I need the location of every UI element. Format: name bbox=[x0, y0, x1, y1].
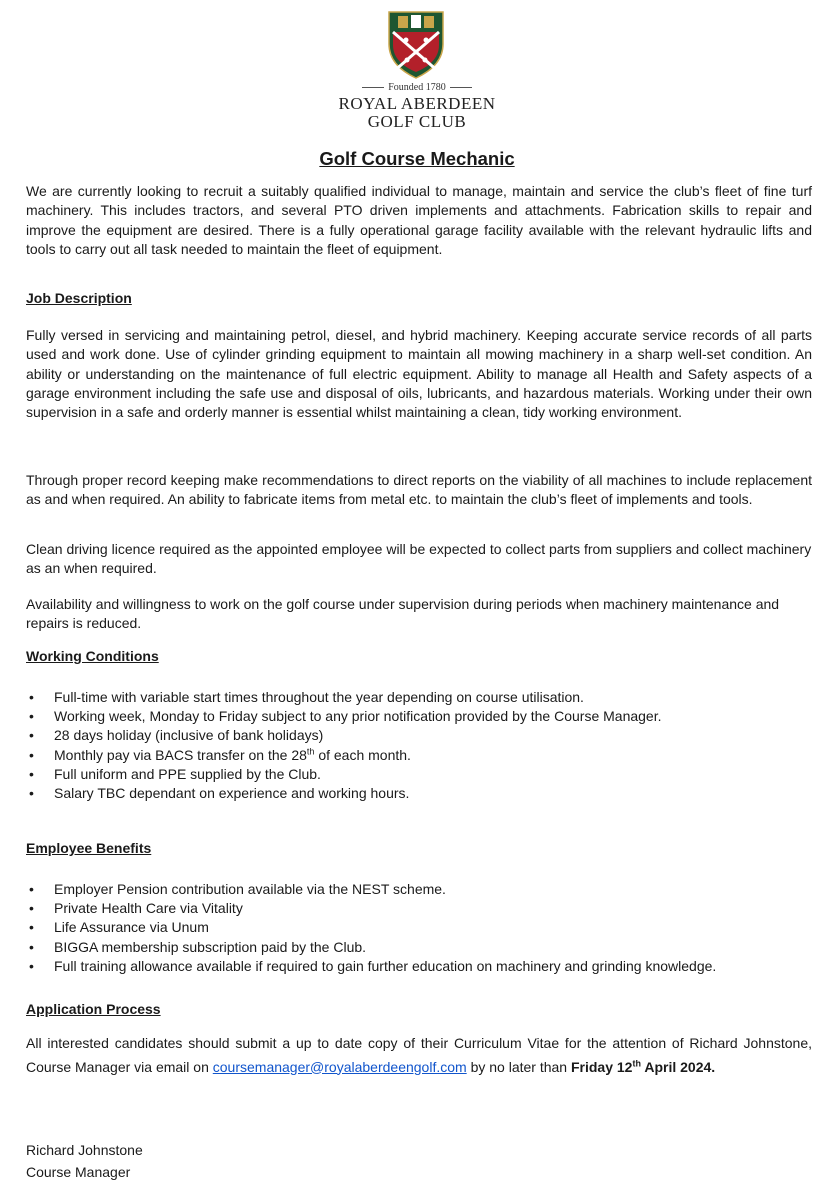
document-title: Golf Course Mechanic bbox=[319, 148, 515, 169]
list-item bbox=[26, 746, 816, 765]
email-link[interactable]: coursemanager@royalaberdeengolf.com bbox=[212, 1058, 467, 1075]
list-item: • Employer Pension contribution available via the NEST scheme. bbox=[26, 880, 816, 899]
list-item: • Full training allowance available if required to gain further education on machinery and grinding knowledge. bbox=[26, 957, 816, 976]
deadline-part-b: April 2024. bbox=[640, 1058, 716, 1075]
job-description-paragraph-2: Through proper record keeping make recommendations to direct reports on the viability of all machines to include replacement as and when required. An ability to fabricate items from metal etc. to maintain the club’s fleet of implements and tools. bbox=[26, 472, 812, 508]
job-description-paragraph-3: Clean driving licence required as the appointed employee will be expected to collect parts from suppliers and collect machinery as an when required. bbox=[26, 541, 812, 577]
deadline-date bbox=[571, 1059, 715, 1075]
founded-text: Founded 1780 bbox=[388, 82, 446, 93]
list-item: • 28 days holiday (inclusive of bank holidays) bbox=[26, 726, 816, 745]
club-name-line1: ROYAL ABERDEEN bbox=[338, 94, 496, 113]
pay-text-after: of each month. bbox=[314, 746, 411, 763]
application-paragraph bbox=[26, 1032, 812, 1079]
list-item: • Full uniform and PPE supplied by the Club. bbox=[26, 765, 816, 784]
application-process-heading: Application Process bbox=[26, 1001, 161, 1017]
pay-ordinal: th bbox=[306, 745, 315, 756]
application-text-middle: by no later than bbox=[466, 1058, 571, 1075]
deadline-part-a: Friday 12 bbox=[570, 1058, 633, 1075]
list-item: • Life Assurance via Unum bbox=[26, 918, 816, 937]
intro-paragraph: We are currently looking to recruit a suitably qualified individual to manage, maintain and service the club’s fleet of fine turf machinery. This includes tractors, and several PTO driven implements and attachments. Fabrication skills to repair and improve the equipment are desired. There is a fully operational garage facility available with the relevant hydraulic lifts and tools to carry out all task needed to maintain the fleet of equipment. bbox=[26, 183, 812, 257]
divider bbox=[450, 87, 472, 88]
employee-benefits-list bbox=[26, 880, 816, 976]
founded-line bbox=[0, 82, 834, 93]
working-conditions-heading: Working Conditions bbox=[26, 648, 159, 664]
list-item: • Salary TBC dependant on experience and working hours. bbox=[26, 784, 816, 803]
job-description-paragraph-1: Fully versed in servicing and maintaining petrol, diesel, and hybrid machinery. Keeping accurate service records of all parts used and work done. Use of cylinder grinding equipment to maintain all mowing machinery in a sharp well-set condition. An ability or understanding on the maintenance of full electric equipment. Ability to manage all Health and Safety aspects of a garage environment including the safe use and disposal of oils, lubricants, and hazardous materials. Working under their own supervision in a safe and orderly manner is essential whilst maintaining a clean, tidy working environment. bbox=[26, 327, 812, 421]
club-crest-logo bbox=[385, 10, 447, 80]
job-description-heading: Job Description bbox=[26, 290, 132, 306]
signature-role: Course Manager bbox=[26, 1164, 131, 1180]
signature-name: Richard Johnstone bbox=[26, 1142, 143, 1158]
employee-benefits-heading: Employee Benefits bbox=[26, 840, 152, 856]
divider bbox=[362, 87, 384, 88]
club-name-line2: GOLF CLUB bbox=[367, 112, 467, 131]
list-item: • Working week, Monday to Friday subject to any prior notification provided by the Course Manager. bbox=[26, 707, 816, 726]
deadline-ordinal: th bbox=[632, 1057, 641, 1068]
pay-text-before: Monthly pay via BACS transfer on the 28 bbox=[54, 746, 307, 763]
list-item: • Full-time with variable start times throughout the year depending on course utilisation. bbox=[26, 688, 816, 707]
application-text-before: All interested candidates should submit a up to date copy of their Curriculum Vitae for the attention of Richard Johnstone, Course Manager via email on bbox=[26, 1035, 812, 1075]
working-conditions-list bbox=[26, 688, 816, 803]
list-item: • BIGGA membership subscription paid by the Club. bbox=[26, 938, 816, 957]
list-item: • Private Health Care via Vitality bbox=[26, 899, 816, 918]
job-description-paragraph-4: Availability and willingness to work on the golf course under supervision during periods when machinery maintenance and repairs is reduced. bbox=[26, 596, 780, 632]
